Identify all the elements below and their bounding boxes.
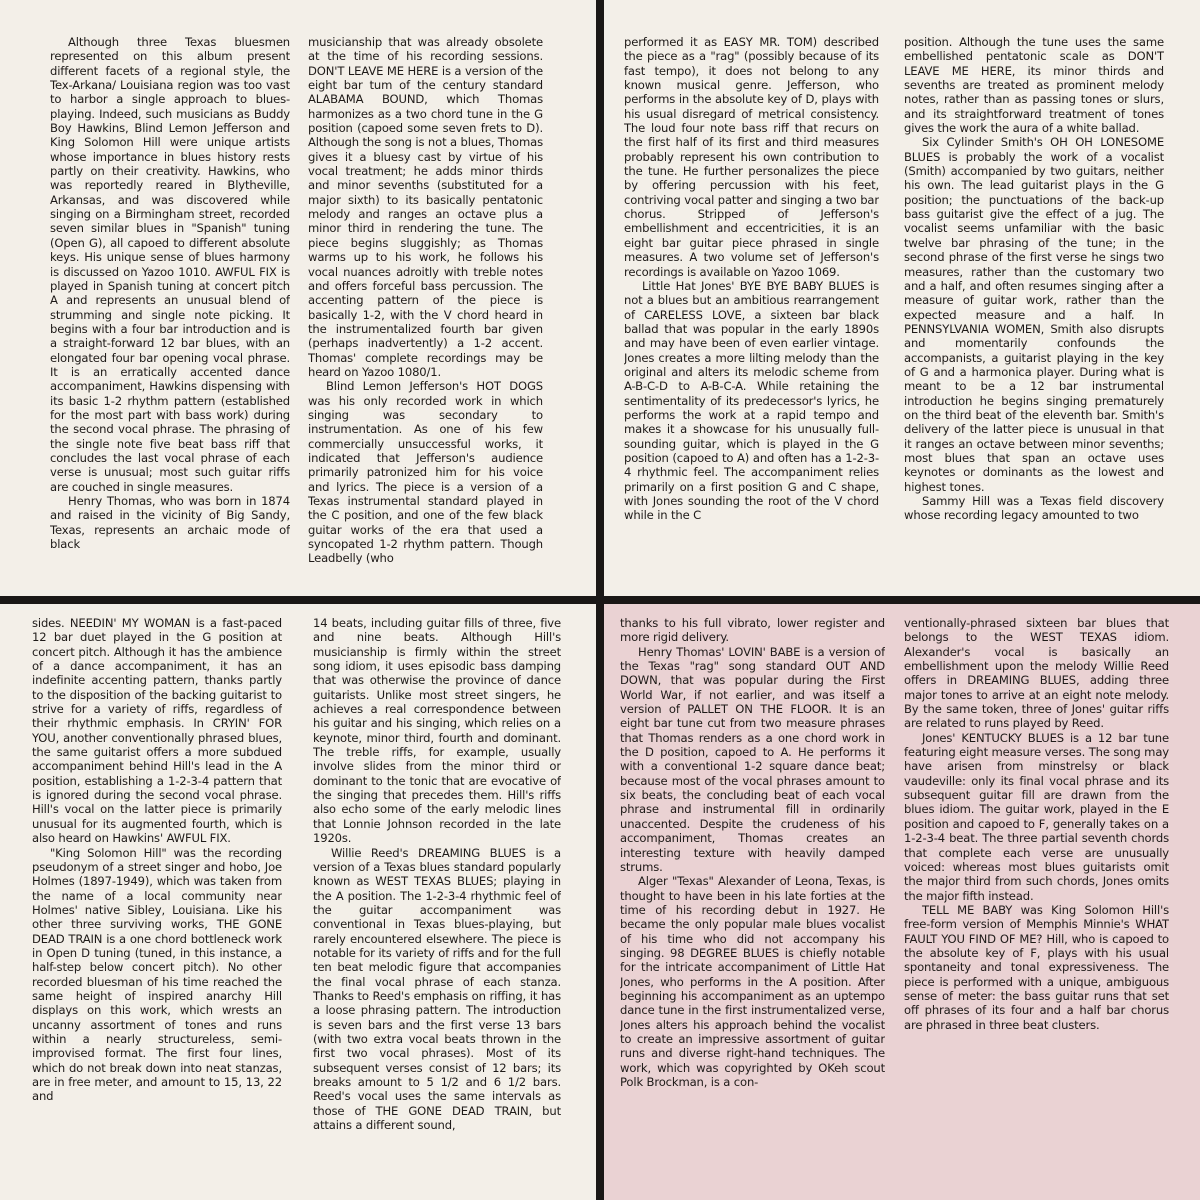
paragraph: "King Solomon Hill" was the recording pseudonym of a street singer and hobo, Joe Holmes (1897-1949), which was taken from the name of a local community near Holmes' native Sibley, Louisiana. Like his other three surviving works, THE GONE DEAD TRAIN is a one chord bottleneck work in Open D tuning (tuned, in this instance, a half-step below concert pitch). No other recorded bluesman of his time reached the same height of inspired anarchy Hill displays on this work, which wrests an uncanny assortment of tones and runs within a nearly structureless, semi-improvised format. The first four lines, which do not break down into neat stanzas, are in free meter, and amount to 15, 13, 22 and <box>32 845 282 1104</box>
panel-top-left <box>0 0 596 596</box>
column-top-left-1 <box>50 0 290 596</box>
paragraph: 14 beats, including guitar fills of three, five and nine beats. Although Hill's musicianship is firmly within the street song idiom, it uses episodic bass damping that was otherwise the province of dance guitarists. Unlike most street singers, he achieves a real correspondence between his guitar and his singing, which relies on a keynote, minor third, fourth and dominant. The treble riffs, for example, usually involve slides from the minor third or dominant to the tonic that are evocative of the singing that precedes them. Hill's riffs also echo some of the early melodic lines that Lonnie Johnson recorded in the late 1920s. <box>313 616 561 846</box>
column-top-right-1 <box>624 0 879 596</box>
paragraph: Willie Reed's DREAMING BLUES is a version of a Texas blues standard popularly known as WEST TEXAS BLUES; playing in the A position. The 1-2-3-4 rhythmic feel of the guitar accompaniment was conventional in Texas blues-playing, but rarely encountered elsewhere. The piece is notable for its variety of riffs and for the full ten beat melodic figure that accompanies the final vocal phrase of each stanza. Thanks to Reed's emphasis on riffing, it has a loose phrasing pattern. The introduction is seven bars and the first verse 13 bars (with two extra vocal beats thrown in the first two vocal phrases). Most of its subsequent verses consist of 12 bars; its breaks amount to 5 1/2 and 6 1/2 bars. Reed's vocal uses the same intervals as those of THE GONE DEAD TRAIN, but attains a different sound, <box>313 845 561 1133</box>
paragraph: performed it as EASY MR. TOM) described the piece as a "rag" (possibly because of its fast tempo), it does not belong to any known musical genre. Jefferson, who performs in the absolute key of D, plays with his usual disregard of metrical consistency. The loud four note bass riff that recurs on the first half of its first and third measures probably represent his own contribution to the tune. He further personalizes the piece by offering percussion with his feet, contriving vocal patter and singing a two bar chorus. Stripped of Jefferson's embellishment and eccentricities, it is an eight bar guitar piece phrased in single measures. A two volume set of Jefferson's recordings is available on Yazoo 1069. <box>624 35 879 279</box>
column-bottom-right-2 <box>904 604 1169 1200</box>
column-bottom-right-1 <box>620 604 885 1200</box>
column-bottom-left-1 <box>32 604 282 1200</box>
paragraph: Jones' KENTUCKY BLUES is a 12 bar tune featuring eight measure verses. The song may have arisen from minstrelsy or black vaudeville: only its final vocal phrase and its subsequent guitar fill are drawn from the blues idiom. The guitar work, played in the E position and capoed to F, generally takes on a 1-2-3-4 beat. The three partial seventh chords that complete each verse are unusually voiced: whereas most blues guitarists omit the major third from such chords, Jones omits the major fifth instead. <box>904 730 1169 903</box>
paragraph: thanks to his full vibrato, lower register and more rigid delivery. <box>620 616 885 645</box>
column-top-right-2 <box>904 0 1164 596</box>
paragraph: TELL ME BABY was King Solomon Hill's free-form version of Memphis Minnie's WHAT FAULT YOU FIND OF ME? Hill, who is capoed to the absolute key of F, plays with his usual spontaneity and tonal expressiveness. The piece is performed with a unique, ambiguous sense of meter: the bass guitar runs that set off phrases of its four and a half bar chorus are phrased in three beat clusters. <box>904 902 1169 1032</box>
panel-bottom-left <box>0 604 596 1200</box>
paragraph: Alger "Texas" Alexander of Leona, Texas, is thought to have been in his late forties at the time of his recording debut in 1927. He became the only popular male blues vocalist of his time who did not accompany his singing. 98 DEGREE BLUES is chiefly notable for the intricate accompaniment of Little Hat Jones, who performs in the A position. After beginning his accompaniment as an uptempo dance tune in the first instrumentalized verse, Jones alters his approach behind the vocalist to create an impressive assortment of guitar runs and diverse right-hand techniques. The work, which was copyrighted by OKeh scout Polk Brockman, is a con- <box>620 874 885 1089</box>
paragraph: Henry Thomas, who was born in 1874 and raised in the vicinity of Big Sandy, Texas, represents an archaic mode of black <box>50 494 290 552</box>
panel-bottom-right <box>604 604 1200 1200</box>
column-bottom-left-2 <box>313 604 561 1200</box>
paragraph: Six Cylinder Smith's OH OH LONESOME BLUES is probably the work of a vocalist (Smith) accompanied by two guitars, neither his own. The lead guitarist plays in the G position; the punctuations of the back-up bass guitarist give the effect of a jug. The vocalist seems unfamiliar with the basic twelve bar phrasing of the tune; in the second phrase of the first verse he sings two measures, rather than the customary two and a half, and often resumes singing after a measure of guitar work, rather than the expected measure and a half. In PENNSYLVANIA WOMEN, Smith also disrupts and momentarily confounds the accompanists, a guitarist playing in the key of G and a harmonica player. During what is meant to be a 12 bar instrumental introduction he begins singing prematurely on the third beat of the eleventh bar. Smith's delivery of the latter piece is unusual in that it ranges an octave between minor sevenths; most blues that span an octave uses keynotes or dominants as the lowest and highest tones. <box>904 135 1164 494</box>
paragraph: sides. NEEDIN' MY WOMAN is a fast-paced 12 bar duet played in the G position at concert pitch. Although it has the ambience of a dance accompaniment, it has an indefinite accenting pattern, thanks partly to the disposition of the backing guitarist to strive for a variety of riffs, regardless of their rhythmic emphasis. In CRYIN' FOR YOU, another conventionally phrased blues, the same guitarist offers a more subdued accompaniment behind Hill's lead in the A position, establishing a 1-2-3-4 pattern that is ignored during the second vocal phrase. Hill's vocal on the latter piece is primarily unusual for its augmented fourth, which is also heard on Hawkins' AWFUL FIX. <box>32 616 282 846</box>
paragraph: Henry Thomas' LOVIN' BABE is a version of the Texas "rag" song standard OUT AND DOWN, that was popular during the First World War, if not earlier, and was itself a version of PALLET ON THE FLOOR. It is an eight bar tune cut from two measure phrases that Thomas renders as a one chord work in the D position, capoed to A. He performs it with a conventional 1-2 square dance beat; because most of the vocal phrases amount to six beats, the concluding beat of each vocal phrase and instrumental fill in ordinarily unaccented. Despite the crudeness of his accompaniment, Thomas creates an interesting texture with heavily damped strums. <box>620 644 885 874</box>
paragraph: musicianship that was already obsolete at the time of his recording sessions. DON'T LEAVE ME HERE is a version of the eight bar tum of the century standard ALABAMA BOUND, which Thomas harmonizes as a two chord tune in the G position (capoed some seven frets to D). Although the song is not a blues, Thomas gives it a bluesy cast by virtue of his vocal treatment; he adds minor thirds and minor sevenths (substituted for a major sixth) to its basically pentatonic melody and ranges an octave plus a minor third in rendering the tune. The piece begins sluggishly; as Thomas warms up to his work, he follows his vocal nuances adroitly with treble notes and offers forceful bass percussion. The accenting pattern of the piece is basically 1-2, with the V chord heard in the instrumentalized fourth bar given (perhaps inadvertently) a 1-2 accent. Thomas' complete recordings may be heard on Yazoo 1080/1. <box>308 35 543 379</box>
paragraph: Although three Texas bluesmen represented on this album present different facets of a regional style, the Tex-Arkana/ Louisiana region was too vast to harbor a single approach to blues-playing. Indeed, such musicians as Buddy Boy Hawkins, Blind Lemon Jefferson and King Solomon Hill were unique artists whose importance in blues history rests partly on their creativity. Hawkins, who was reportedly reared in Blytheville, Arkansas, and was discovered while singing on a Birmingham street, recorded seven similar blues in "Spanish" tuning (Open G), all capoed to different absolute keys. His unique sense of blues harmony is discussed on Yazoo 1010. AWFUL FIX is played in Spanish tuning at concert pitch A and represents an unusual blend of strumming and single note picking. It begins with a four bar introduction and is a straight-forward 12 bar blues, with an elongated four bar opening vocal phrase. It is an erratically accented dance accompaniment, Hawkins dispensing with its basic 1-2 rhythm pattern (established for the most part with bass work) during the second vocal phrase. The phrasing of the single note five beat bass riff that concludes the last vocal phrase of each verse is unusual; most such guitar riffs are couched in single measures. <box>50 35 290 494</box>
paragraph: position. Although the tune uses the same embellished pentatonic scale as DON'T LEAVE ME HERE, its minor thirds and sevenths are treated as prominent melody notes, rather than as passing tones or slurs, and its straightforward treatment of tones gives the work the aura of a white ballad. <box>904 35 1164 136</box>
paragraph: ventionally-phrased sixteen bar blues that belongs to the WEST TEXAS idiom. Alexander's vocal is basically an embellishment upon the melody Willie Reed offers in DREAMING BLUES, adding three major tones to arrive at an eight note melody. By the same token, three of Jones' guitar riffs are related to runs played by Reed. <box>904 616 1169 731</box>
paragraph: Little Hat Jones' BYE BYE BABY BLUES is not a blues but an ambitious rearrangement of CARELESS LOVE, a sixteen bar black ballad that was popular in the early 1890s and may have been of even earlier vintage. Jones creates a more lilting melody than the original and alters its melodic scheme from A-B-C-D to A-B-C-A. While retaining the sentimentality of its predecessor's lyrics, he performs the work at a rapid tempo and makes it a showcase for his unusually full-sounding guitar, which is played in the G position (capoed to A) and often has a 1-2-3-4 rhythmic feel. The accompaniment relies primarily on a first position G and C shape, with Jones sounding the root of the V chord while in the C <box>624 278 879 523</box>
paragraph: Blind Lemon Jefferson's HOT DOGS was his only recorded work in which singing was secondary to instrumentation. As one of his few commercially unsuccessful works, it indicated that Jefferson's audience primarily patronized him for his voice and lyrics. The piece is a version of a Texas instrumental standard played in the C position, and one of the few black guitar works of the era that used a syncopated 1-2 rhythm pattern. Though Leadbelly (who <box>308 379 543 566</box>
paragraph: Sammy Hill was a Texas field discovery whose recording legacy amounted to two <box>904 494 1164 523</box>
panel-top-right <box>604 0 1200 596</box>
column-top-left-2 <box>308 0 543 596</box>
